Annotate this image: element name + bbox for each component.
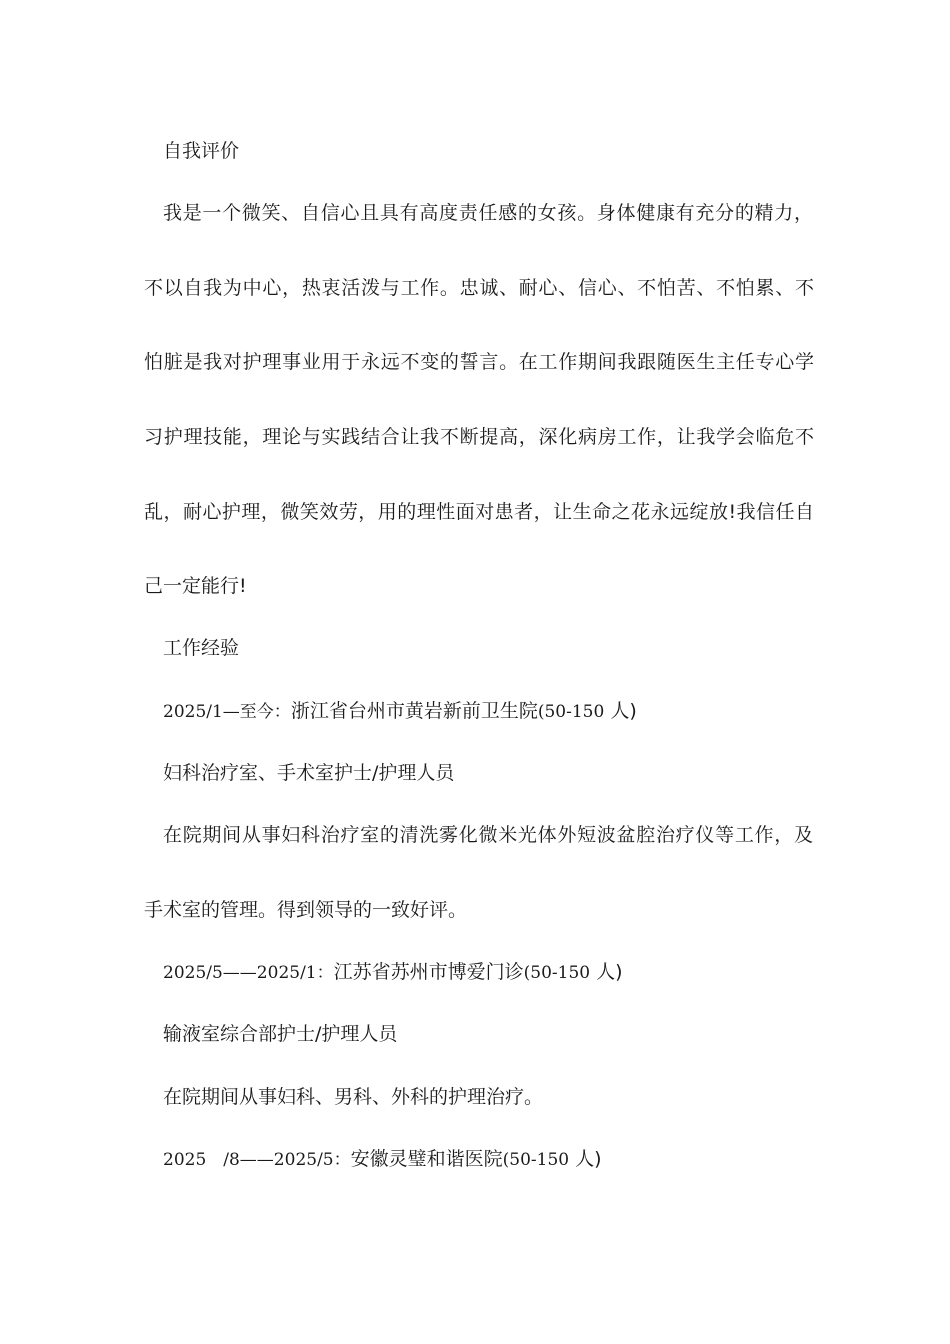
job-1-size-unit: 人) [610,700,637,722]
job-2-position: 输液室综合部护士/护理人员 [163,1023,398,1045]
job-3-size-number: 50-150 [509,1150,570,1170]
job-2-size-number: 50-150 [530,963,591,983]
self-evaluation-heading: 自我评价 [163,140,240,162]
job-1-organization: 浙江省台州市黄岩新前卫生院 [290,700,538,722]
work-experience-heading: 工作经验 [163,637,240,659]
job-1-description-line-1: 在院期间从事妇科治疗室的清洗雾化微米光体外短波盆腔治疗仪等工作，及 [163,824,813,846]
job-2-period: 2025/5——2025/1： [163,963,334,983]
job-1-position: 妇科治疗室、手术室护士/护理人员 [163,762,455,784]
job-3-period: 2025 /8——2025/5： [163,1150,351,1170]
job-3-size-open: ( [502,1150,510,1170]
job-2-header [163,957,813,987]
job-3-organization: 安徽灵璧和谐医院 [350,1148,503,1170]
self-evaluation-line-6: 己一定能行! [144,575,247,597]
job-3-size-unit: 人) [575,1148,602,1170]
job-1-size-open: ( [537,702,545,722]
job-1-header [163,696,813,726]
job-2-organization: 江苏省苏州市博爱门诊 [333,961,524,983]
job-2-description-line-1: 在院期间从事妇科、男科、外科的护理治疗。 [163,1086,544,1108]
self-evaluation-line-5: 乱，耐心护理，微笑效劳，用的理性面对患者，让生命之花永远绽放!我信任自 [144,501,814,523]
job-3-header [163,1144,813,1174]
job-2-size-unit: 人) [596,961,623,983]
job-2-size-open: ( [523,963,531,983]
job-1-size-number: 50-150 [544,702,605,722]
self-evaluation-line-3: 怕脏是我对护理事业用于永远不变的誓言。在工作期间我跟随医生主任专心学 [144,351,814,373]
self-evaluation-line-2: 不以自我为中心，热衷活泼与工作。忠诚、耐心、信心、不怕苦、不怕累、不 [144,277,814,299]
job-1-period: 2025/1—至今： [163,702,291,722]
job-1-description-line-2: 手术室的管理。得到领导的一致好评。 [144,899,468,921]
self-evaluation-line-4: 习护理技能，理论与实践结合让我不断提高，深化病房工作，让我学会临危不 [144,426,814,448]
self-evaluation-line-1: 我是一个微笑、自信心且具有高度责任感的女孩。身体健康有充分的精力， [163,202,813,224]
